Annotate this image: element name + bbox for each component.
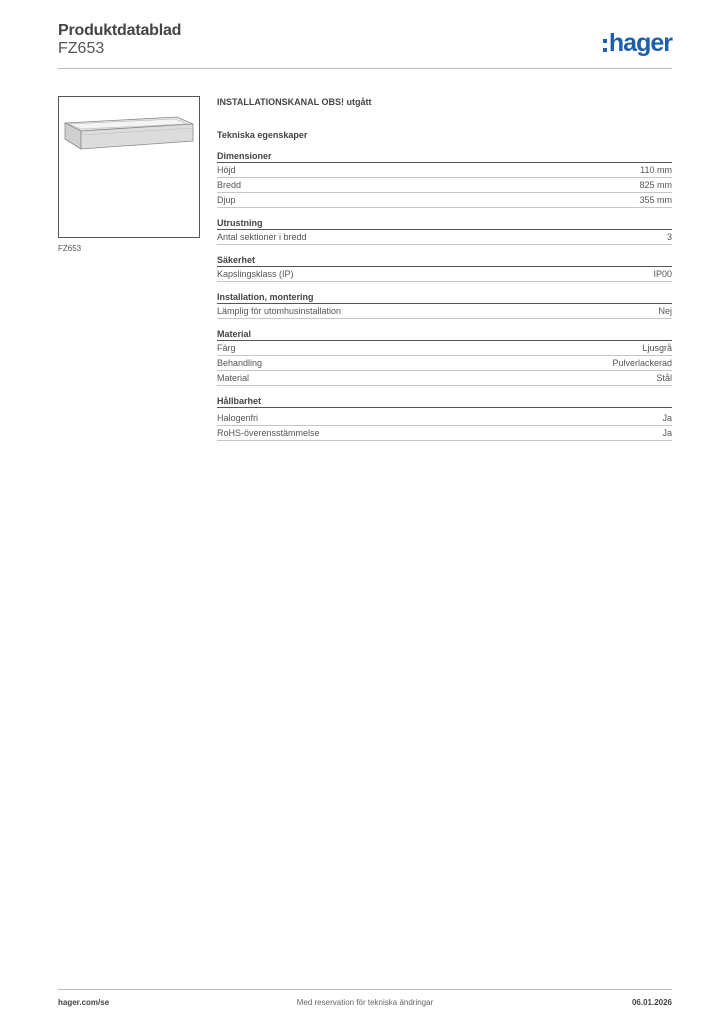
section-heading: Dimensioner <box>217 150 672 163</box>
spec-label: Färg <box>217 343 236 353</box>
section-hallbarhet <box>217 395 672 441</box>
section-sakerhet <box>217 254 672 282</box>
spec-row-kapslingsklass <box>217 267 672 282</box>
spec-row-hojd <box>217 163 672 178</box>
spec-label: Material <box>217 373 250 383</box>
footer-date: 06.01.2026 <box>631 998 672 1007</box>
spec-value: Ja <box>662 413 672 423</box>
spec-row-rohs <box>217 426 672 441</box>
section-heading: Hållbarhet <box>217 395 672 408</box>
spec-value: 110 mm <box>640 165 672 175</box>
section-heading: Säkerhet <box>217 254 672 267</box>
spec-row-djup <box>217 193 672 208</box>
spec-label: Djup <box>217 195 236 205</box>
spec-row-farg <box>217 341 672 356</box>
spec-row-material <box>217 371 672 386</box>
section-heading: Installation, montering <box>217 291 672 304</box>
logo-colon-icon <box>603 39 607 52</box>
page-title: Produktdatablad <box>58 22 182 39</box>
spec-value: 825 mm <box>639 180 672 190</box>
spec-value: IP00 <box>653 269 672 279</box>
footer-disclaimer: Med reservation för tekniska ändringar <box>296 998 434 1007</box>
footer-website-link[interactable]: hager.com/se <box>58 998 110 1007</box>
footer-divider <box>58 989 672 990</box>
hager-logo <box>603 28 672 58</box>
spec-label: Bredd <box>217 180 242 190</box>
tech-heading: Tekniska egenskaper <box>217 130 308 140</box>
spec-row-halogenfri <box>217 411 672 426</box>
page-header <box>58 20 672 68</box>
section-heading: Material <box>217 328 672 341</box>
spec-label: Antal sektioner i bredd <box>217 232 307 242</box>
product-title: INSTALLATIONSKANAL OBS! utgått <box>217 97 372 107</box>
product-code: FZ653 <box>58 40 105 57</box>
section-dimensioner <box>217 150 672 208</box>
product-image-frame <box>58 96 200 238</box>
spec-label: Behandling <box>217 358 263 368</box>
spec-label: Lämplig för utomhusinstallation <box>217 306 342 316</box>
spec-value: Ljusgrå <box>642 343 672 353</box>
section-installation <box>217 291 672 319</box>
section-material <box>217 328 672 386</box>
spec-row-utomhus <box>217 304 672 319</box>
header-divider <box>58 68 672 69</box>
section-heading: Utrustning <box>217 217 672 230</box>
spec-value: Ja <box>662 428 672 438</box>
spec-row-behandling <box>217 356 672 371</box>
logo-text: hager <box>608 28 672 57</box>
spec-value: Stål <box>656 373 672 383</box>
spec-value: Nej <box>658 306 672 316</box>
spec-row-antal-sektioner <box>217 230 672 245</box>
cable-duct-product-image <box>59 97 199 237</box>
spec-value: 355 mm <box>639 195 672 205</box>
spec-row-bredd <box>217 178 672 193</box>
spec-label: Halogenfri <box>217 413 259 423</box>
spec-label: RoHS-överensstämmelse <box>217 428 320 438</box>
spec-label: Höjd <box>217 165 236 175</box>
spec-value: Pulverlackerad <box>612 358 672 368</box>
image-caption: FZ653 <box>58 244 82 253</box>
spec-label: Kapslingsklass (IP) <box>217 269 294 279</box>
section-utrustning <box>217 217 672 245</box>
product-specs <box>217 96 672 450</box>
spec-value: 3 <box>666 232 672 242</box>
